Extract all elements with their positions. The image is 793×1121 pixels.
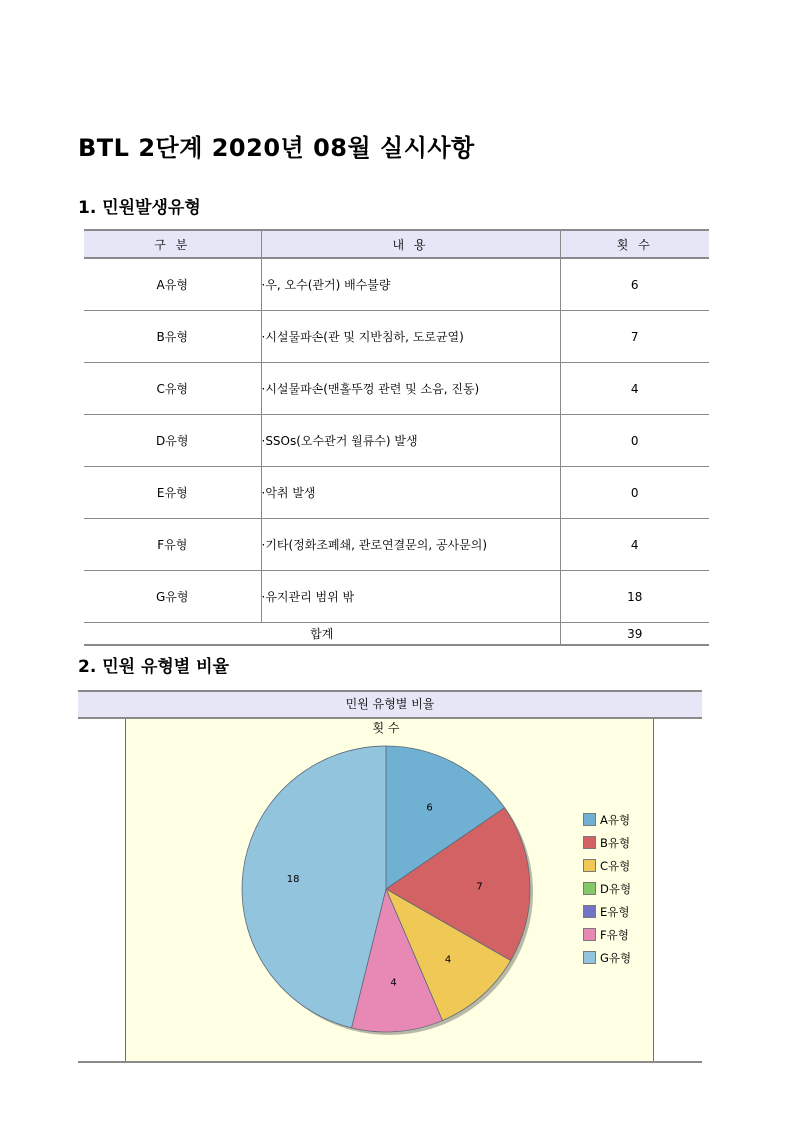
row-category: E유형: [84, 467, 261, 519]
legend-item: [583, 831, 631, 854]
legend-item: [583, 923, 631, 946]
legend-label: A유형: [600, 812, 631, 827]
total-value: 39: [560, 623, 709, 646]
legend-item: [583, 877, 631, 900]
row-content: ·유지관리 범위 밖: [261, 571, 560, 623]
table-row: [84, 415, 709, 467]
legend-label: D유형: [600, 881, 632, 896]
legend-item: [583, 946, 631, 969]
row-count: 4: [560, 519, 709, 571]
pie-data-label: 18: [286, 873, 300, 885]
row-category: D유형: [84, 415, 261, 467]
legend-label: C유형: [600, 858, 631, 873]
legend-item: [583, 854, 631, 877]
row-count: 0: [560, 467, 709, 519]
table-row: [84, 571, 709, 623]
chart-legend: [583, 808, 631, 969]
table-total-row: [84, 623, 709, 646]
legend-swatch: [583, 859, 596, 872]
row-count: 0: [560, 415, 709, 467]
table-row: [84, 519, 709, 571]
pie-data-label: 4: [444, 954, 452, 966]
row-content: ·시설물파손(관 및 지반침하, 도로균열): [261, 311, 560, 363]
row-category: F유형: [84, 519, 261, 571]
legend-label: B유형: [600, 835, 631, 850]
legend-item: [583, 808, 631, 831]
legend-label: E유형: [600, 904, 630, 919]
row-category: A유형: [84, 258, 261, 311]
complaint-types-table: [84, 229, 709, 646]
table-row: [84, 467, 709, 519]
chart-title: 횟 수: [372, 721, 400, 735]
section-heading-complaint-ratio: 2. 민원 유형별 비율: [78, 657, 229, 677]
chart-bottom-rule: [78, 1061, 702, 1063]
chart-frame: [78, 690, 702, 1063]
legend-swatch: [583, 882, 596, 895]
row-content: ·SSOs(오수관거 월류수) 발생: [261, 415, 560, 467]
pie-chart-area: [125, 719, 654, 1061]
column-header-count: 횟 수: [560, 230, 709, 258]
column-header-category: 구 분: [84, 230, 261, 258]
section-heading-complaint-types: 1. 민원발생유형: [78, 198, 201, 218]
pie-data-label: 6: [426, 802, 433, 814]
legend-swatch: [583, 951, 596, 964]
table-row: [84, 363, 709, 415]
legend-swatch: [583, 836, 596, 849]
row-count: 7: [560, 311, 709, 363]
column-header-content: 내 용: [261, 230, 560, 258]
pie-data-label: 4: [390, 977, 397, 989]
row-content: ·악취 발생: [261, 467, 560, 519]
chart-header: 민원 유형별 비율: [78, 690, 702, 719]
row-count: 6: [560, 258, 709, 311]
document-title: BTL 2단계 2020년 08월 실시사항: [78, 134, 475, 162]
row-count: 18: [560, 571, 709, 623]
pie-chart: [126, 719, 653, 1061]
row-category: C유형: [84, 363, 261, 415]
legend-swatch: [583, 928, 596, 941]
legend-label: F유형: [600, 927, 629, 942]
table-row: [84, 311, 709, 363]
row-count: 4: [560, 363, 709, 415]
legend-swatch: [583, 813, 596, 826]
pie-data-label: 7: [476, 881, 483, 893]
row-content: ·기타(정화조폐쇄, 관로연결문의, 공사문의): [261, 519, 560, 571]
row-category: G유형: [84, 571, 261, 623]
row-content: ·시설물파손(맨홀뚜껑 관련 및 소음, 진동): [261, 363, 560, 415]
row-category: B유형: [84, 311, 261, 363]
table-row: [84, 258, 709, 311]
table-header-row: [84, 230, 709, 258]
legend-item: [583, 900, 631, 923]
row-content: ·우, 오수(관거) 배수불량: [261, 258, 560, 311]
legend-label: G유형: [600, 950, 632, 965]
total-label: 합계: [84, 623, 560, 646]
legend-swatch: [583, 905, 596, 918]
